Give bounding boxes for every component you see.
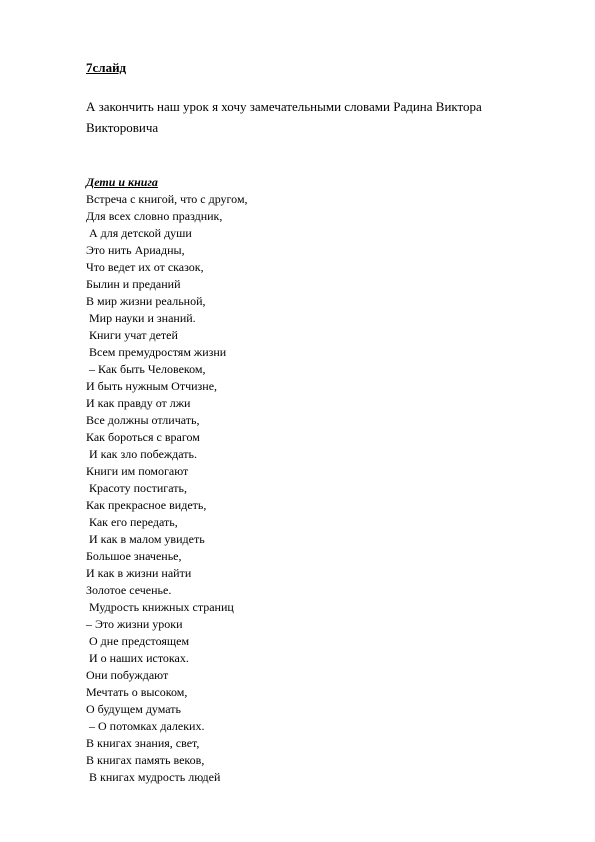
slide-heading: 7слайд: [86, 60, 127, 75]
poem-line: Что ведет их от сказок,: [86, 260, 204, 274]
poem-line: И о наших истоках.: [86, 651, 189, 665]
poem-line: Книги им помогают: [86, 464, 189, 478]
poem-line: А для детской души: [86, 226, 192, 240]
poem-line: – О потомках далеких.: [86, 719, 205, 733]
poem-line: Все должны отличать,: [86, 413, 200, 427]
poem-line: И быть нужным Отчизне,: [86, 379, 218, 393]
poem-line: В книгах знания, свет,: [86, 736, 200, 750]
poem-line: Мечтать о высоком,: [86, 685, 188, 699]
poem-line: Как прекрасное видеть,: [86, 498, 207, 512]
intro-line: А закончить наш урок я хочу замечательными словами Радина Виктора: [86, 99, 482, 114]
poem-line: Они побуждают: [86, 668, 169, 682]
poem-line: В книгах память веков,: [86, 753, 205, 767]
poem-line: – Это жизни уроки: [86, 617, 183, 631]
poem: [86, 174, 248, 786]
poem-line: И как зло побеждать.: [86, 447, 198, 461]
poem-line: Большое значенье,: [86, 549, 182, 563]
poem-line: В мир жизни реальной,: [86, 294, 206, 308]
poem-line: Красоту постигать,: [86, 481, 187, 495]
poem-line: Как его передать,: [86, 515, 178, 529]
intro-paragraph: [86, 96, 526, 138]
poem-line: Всем премудростям жизни: [86, 345, 227, 359]
poem-line: Золотое сеченье.: [86, 583, 172, 597]
poem-line: Встреча с книгой, что с другом,: [86, 192, 248, 206]
poem-line: – Как быть Человеком,: [86, 362, 206, 376]
poem-line: Былин и преданий: [86, 277, 181, 291]
poem-title: Дети и книга: [86, 175, 158, 189]
poem-line: И как в жизни найти: [86, 566, 192, 580]
poem-line: О дне предстоящем: [86, 634, 190, 648]
poem-line: Мудрость книжных страниц: [86, 600, 234, 614]
poem-line: Это нить Ариадны,: [86, 243, 185, 257]
intro-line: Викторовича: [86, 120, 159, 135]
poem-line: Мир науки и знаний.: [86, 311, 196, 325]
poem-line: И как в малом увидеть: [86, 532, 205, 546]
poem-line: В книгах мудрость людей: [86, 770, 221, 784]
poem-line: Как бороться с врагом: [86, 430, 200, 444]
poem-line: Для всех словно праздник,: [86, 209, 223, 223]
poem-line: О будущем думать: [86, 702, 182, 716]
poem-line: Книги учат детей: [86, 328, 178, 342]
poem-line: И как правду от лжи: [86, 396, 191, 410]
